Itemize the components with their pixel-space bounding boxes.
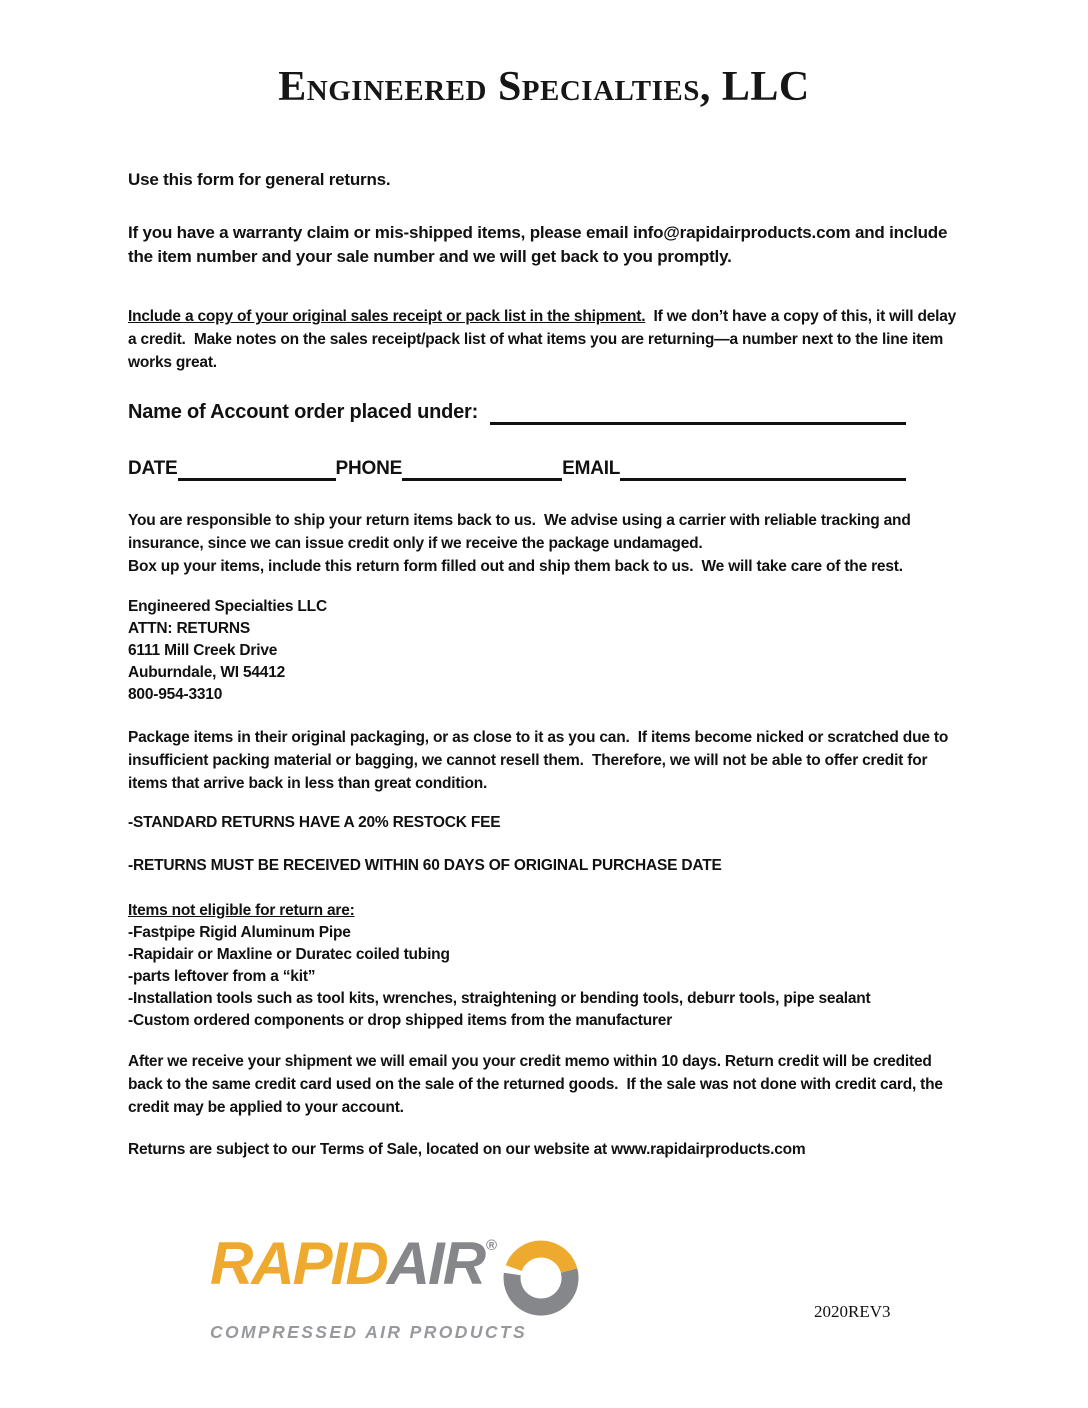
terms-note: Returns are subject to our Terms of Sale, located on our website at www.rapidairproducts.com [128, 1141, 806, 1159]
shipping-instructions [128, 509, 960, 578]
shipping-line-1: You are responsible to ship your return items back to us. We advise using a carrier with reliable tracking and insurance, since we can issue credit only if we receive the package undamaged. [128, 512, 915, 553]
not-eligible-section [128, 900, 960, 1032]
email-input-line[interactable] [620, 457, 906, 481]
address-phone: 800-954-3310 [128, 686, 223, 704]
address-attn: ATTN: RETURNS [128, 620, 250, 638]
warranty-note: If you have a warranty claim or mis-shipped items, please email info@rapidairproducts.com and include the item number and your sale number and we will get back to you promptly. [128, 223, 952, 267]
logo-brand-rapid: RAPID [210, 1230, 387, 1297]
account-name-row [128, 399, 906, 425]
address-city-state-zip: Auburndale, WI 54412 [128, 664, 286, 682]
not-eligible-item: -parts leftover from a “kit” [128, 968, 316, 986]
credit-memo-note: After we receive your shipment we will email you your credit memo within 10 days. Return credit will be credited back to the same credit card used on the sale of the returned goods. If the sale was not done with credit card, the credit may be applied to your account. [128, 1053, 947, 1117]
account-name-label: Name of Account order placed under: [128, 401, 479, 424]
not-eligible-item: -Rapidair or Maxline or Duratec coiled tubing [128, 946, 450, 964]
not-eligible-heading: Items not eligible for return are: [128, 902, 355, 920]
logo-brand-air: AIR [386, 1230, 485, 1297]
packaging-note: Package items in their original packaging, or as close to it as you can. If items become nicked or scratched due to insufficient packing material or bagging, we cannot resell them. Therefore, we will not be able to offer credit for items that arrive back in less than great condition. [128, 729, 953, 793]
footer [0, 1230, 1088, 1356]
account-name-input-line[interactable] [490, 401, 906, 425]
registered-trademark-symbol: ® [486, 1237, 497, 1254]
address-street: 6111 Mill Creek Drive [128, 642, 278, 660]
address-company: Engineered Specialties LLC [128, 598, 327, 616]
not-eligible-item: -Installation tools such as tool kits, wrenches, straightening or bending tools, deburr tools, pipe sealant [128, 990, 871, 1008]
date-input-line[interactable] [178, 457, 336, 481]
policy-restock-fee: -STANDARD RETURNS HAVE A 20% RESTOCK FEE [128, 814, 501, 832]
document-revision: 2020REV3 [814, 1302, 891, 1321]
not-eligible-item: -Fastpipe Rigid Aluminum Pipe [128, 924, 351, 942]
email-label: EMAIL [562, 458, 621, 480]
receipt-note-rest: If we don’t have a copy of this, it will delay a credit. Make notes on the sales receipt/pack list of what items you are returning—a number next to the line item works great. [128, 308, 961, 372]
shipping-line-2: Box up your items, include this return form filled out and ship them back to us. We will take care of the rest. [128, 558, 903, 576]
logo-tagline: COMPRESSED AIR PRODUCTS [210, 1322, 528, 1342]
not-eligible-item: -Custom ordered components or drop shipped items from the manufacturer [128, 1012, 673, 1030]
intro-text: Use this form for general returns. [128, 170, 391, 190]
receipt-note-underlined: Include a copy of your original sales receipt or pack list in the shipment. [128, 308, 646, 326]
date-label: DATE [128, 458, 178, 480]
phone-label: PHONE [335, 458, 403, 480]
phone-input-line[interactable] [402, 457, 562, 481]
page-title: Engineered Specialties, LLC [278, 64, 810, 110]
contact-row [128, 456, 906, 481]
policy-return-window: -RETURNS MUST BE RECEIVED WITHIN 60 DAYS OF ORIGINAL PURCHASE DATE [128, 857, 722, 875]
rapidair-ring-icon [499, 1232, 583, 1320]
rapidair-logo [210, 1230, 583, 1343]
return-address-block [128, 596, 960, 706]
receipt-note [128, 305, 960, 374]
